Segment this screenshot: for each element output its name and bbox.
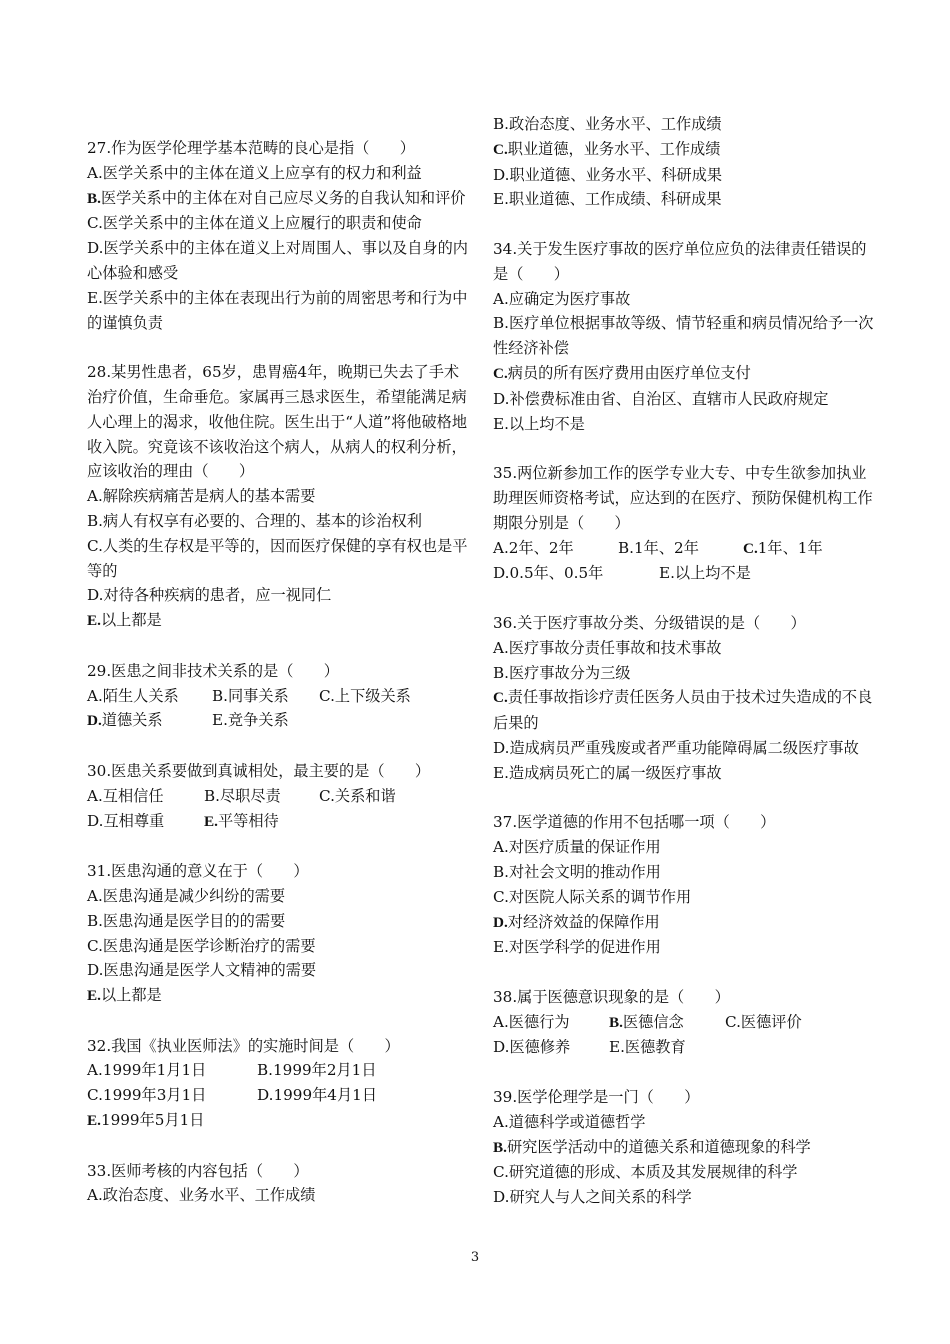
option-b: B.尽职尽责 (204, 786, 281, 805)
option-b: B.医患沟通是医学目的的需要 (87, 911, 286, 930)
question-34 (493, 237, 878, 436)
option-e (87, 1108, 472, 1134)
option-a: A.医学关系中的主体在道义上应享有的权力和利益 (87, 163, 422, 182)
option-c: C.医德评价 (725, 1012, 802, 1031)
option-text: 1年、1年 (757, 538, 823, 557)
option-c: C.关系和谐 (319, 786, 396, 805)
option-row (493, 536, 878, 562)
option-b: B.医疗单位根据事故等级、情节轻重和病员情况给予一次性经济补偿 (493, 314, 874, 358)
option-b: B.1999年2月1日 (257, 1061, 377, 1080)
question-stem: 38.属于医德意识现象的是（ ） (493, 987, 730, 1006)
question-37 (493, 810, 878, 960)
question-stem: 37.医学道德的作用不包括哪一项（ ） (493, 813, 776, 832)
option-row (493, 561, 878, 586)
question-31 (87, 859, 472, 1009)
option-d: D.研究人与人之间关系的科学 (493, 1188, 692, 1207)
option-e: E.对医学科学的促进作用 (493, 938, 661, 957)
right-column (493, 112, 878, 1235)
option-a: A.政治态度、业务水平、工作成绩 (87, 1186, 316, 1205)
question-33 (87, 1159, 472, 1209)
answer-letter: C. (493, 364, 508, 382)
option-e (87, 983, 472, 1009)
option-row (87, 708, 472, 734)
option-a: A.对医疗质量的保证作用 (493, 838, 661, 857)
answer-letter: E. (87, 1112, 101, 1130)
option-a: A.解除疾病痛苦是病人的基本需要 (87, 487, 316, 506)
option-d: D.补偿费标准由省、自治区、直辖市人民政府规定 (493, 389, 829, 408)
question-28 (87, 360, 472, 634)
option-text: 医学关系中的主体在对自己应尽义务的自我认知和评价 (100, 188, 466, 207)
answer-letter: D. (493, 913, 508, 931)
option-c: C.医患沟通是医学诊断治疗的需要 (87, 936, 316, 955)
answer-letter: E. (204, 812, 218, 830)
option-e: E.以上均不是 (493, 414, 585, 433)
option-c (493, 361, 878, 387)
option-d: D.互相尊重 (87, 811, 165, 830)
option-b: B.医疗事故分为三级 (493, 663, 631, 682)
option-a: A.应确定为医疗事故 (493, 289, 631, 308)
question-stem: 35.两位新参加工作的医学专业大专、中专生欲参加执业助理医师资格考试，应达到的在医疗、预防保健机构工作期限分别是（ ） (493, 464, 873, 532)
option-c: C.研究道德的形成、本质及其发展规律的科学 (493, 1163, 798, 1182)
option-e: E.医学关系中的主体在表现出行为前的周密思考和行为中的谨慎负责 (87, 288, 468, 332)
option-text: 医德信念 (622, 1012, 684, 1031)
answer-letter: E. (87, 612, 101, 630)
option-b: B.对社会文明的推动作用 (493, 862, 661, 881)
question-stem: 32.我国《执业医师法》的实施时间是（ ） (87, 1036, 400, 1055)
answer-letter: C. (493, 689, 508, 707)
option-text: 责任事故指诊疗责任医务人员由于技术过失造成的不良后果的 (493, 688, 873, 733)
option-c: C.对医院人际关系的调节作用 (493, 887, 692, 906)
option-a: A.互相信任 (87, 786, 164, 805)
option-b (609, 1010, 725, 1036)
option-b: B.政治态度、业务水平、工作成绩 (493, 115, 722, 133)
option-row (87, 1083, 472, 1108)
question-stem: 33.医师考核的内容包括（ ） (87, 1161, 309, 1180)
option-a: A.医疗事故分责任事故和技术事故 (493, 638, 722, 657)
option-d: D.0.5年、0.5年 (493, 564, 604, 583)
question-stem: 34.关于发生医疗事故的医疗单位应负的法律责任错误的是（ ） (493, 239, 867, 283)
answer-letter: E. (87, 987, 101, 1005)
question-stem: 30.医患关系要做到真诚相处，最主要的是（ ） (87, 761, 431, 780)
question-stem: 39.医学伦理学是一门（ ） (493, 1088, 700, 1107)
option-d (87, 708, 212, 734)
question-stem: 31.医患沟通的意义在于（ ） (87, 862, 309, 881)
answer-letter: C. (493, 140, 508, 158)
option-a: A.陌生人关系 (87, 686, 179, 705)
option-c: C.医学关系中的主体在道义上应履行的职责和使命 (87, 214, 422, 233)
page-number: 3 (470, 1250, 480, 1265)
option-a: A.道德科学或道德哲学 (493, 1112, 646, 1131)
answer-letter: B. (609, 1013, 623, 1031)
option-a: A.医患沟通是减少纠纷的需要 (87, 886, 286, 905)
option-text: 对经济效益的保障作用 (507, 912, 660, 931)
option-b (87, 186, 472, 212)
option-row (87, 809, 472, 835)
option-d (493, 910, 878, 936)
option-c (743, 536, 823, 562)
option-text: 职业道德，业务水平、工作成绩 (507, 139, 721, 158)
option-b (493, 1135, 878, 1161)
question-stem: 27.作为医学伦理学基本范畴的良心是指（ ） (87, 139, 415, 157)
option-d: D.对待各种疾病的患者，应一视同仁 (87, 586, 332, 605)
question-stem: 36.关于医疗事故分类、分级错误的是（ ） (493, 613, 806, 632)
question-stem: 29.医患之间非技术关系的是（ ） (87, 661, 339, 680)
option-e: E.竞争关系 (212, 711, 289, 730)
option-text: 以上都是 (100, 611, 162, 630)
question-stem: 28.某男性患者，65岁，患胃癌4年，晚期已失去了手术治疗价值，生命垂危。家属再三恳求医生，希望能满足病人心理上的渴求，收他住院。医生出于“人道”将他破格地收入院。究竟该不该收治这个病人，从病人的权利分析，应该收治的理由（ ） (87, 363, 468, 481)
option-text: 道德关系 (101, 711, 163, 730)
option-e: E.以上均不是 (659, 564, 751, 583)
option-row (87, 1058, 472, 1083)
question-30 (87, 759, 472, 834)
option-c (493, 685, 878, 736)
question-36 (493, 611, 878, 786)
question-33-continued (493, 112, 878, 212)
question-32 (87, 1034, 472, 1134)
option-text: 1999年5月1日 (100, 1111, 205, 1130)
option-e: E.医德教育 (609, 1038, 686, 1057)
option-d: D.造成病员严重残废或者严重功能障碍属二级医疗事故 (493, 738, 859, 757)
option-b: B.病人有权享有必要的、合理的、基本的诊治权利 (87, 511, 422, 530)
option-c: C.上下级关系 (319, 686, 411, 705)
option-d: D.1999年4月1日 (257, 1086, 378, 1105)
option-a: A.1999年1月1日 (87, 1061, 207, 1080)
option-a: A.2年、2年 (493, 538, 574, 557)
question-27 (87, 136, 472, 335)
option-c: C.人类的生存权是平等的，因而医疗保健的享有权也是平等的 (87, 536, 468, 580)
option-a: A.医德行为 (493, 1012, 570, 1031)
option-b: B.同事关系 (212, 686, 289, 705)
option-d: D.医学关系中的主体在道义上对周围人、事以及自身的内心体验和感受 (87, 239, 468, 282)
option-e: E.造成病员死亡的属一级医疗事故 (493, 763, 722, 782)
option-text: 研究医学活动中的道德关系和道德现象的科学 (506, 1137, 811, 1156)
option-text: 病员的所有医疗费用由医疗单位支付 (507, 363, 751, 382)
option-text: 以上都是 (100, 986, 162, 1005)
answer-letter: D. (87, 712, 102, 730)
question-39 (493, 1085, 878, 1210)
option-e (204, 809, 279, 835)
question-29 (87, 659, 472, 734)
question-38 (493, 985, 878, 1060)
option-row (493, 1035, 878, 1060)
option-b: B.1年、2年 (618, 538, 699, 557)
option-c: C.1999年3月1日 (87, 1086, 207, 1105)
option-c (493, 137, 878, 163)
option-d: D.职业道德、业务水平、科研成果 (493, 165, 723, 184)
answer-letter: B. (493, 1138, 507, 1156)
option-d: D.医德修养 (493, 1038, 571, 1057)
option-e (87, 608, 472, 634)
answer-letter: B. (87, 189, 101, 207)
left-column (87, 136, 472, 1233)
question-35 (493, 461, 878, 586)
option-row (493, 1010, 878, 1036)
option-row (87, 684, 472, 709)
answer-letter: C. (743, 539, 758, 557)
option-row (87, 784, 472, 809)
option-text: 平等相待 (217, 811, 279, 830)
option-d: D.医患沟通是医学人文精神的需要 (87, 961, 317, 980)
option-e: E.职业道德、工作成绩、科研成果 (493, 190, 722, 209)
